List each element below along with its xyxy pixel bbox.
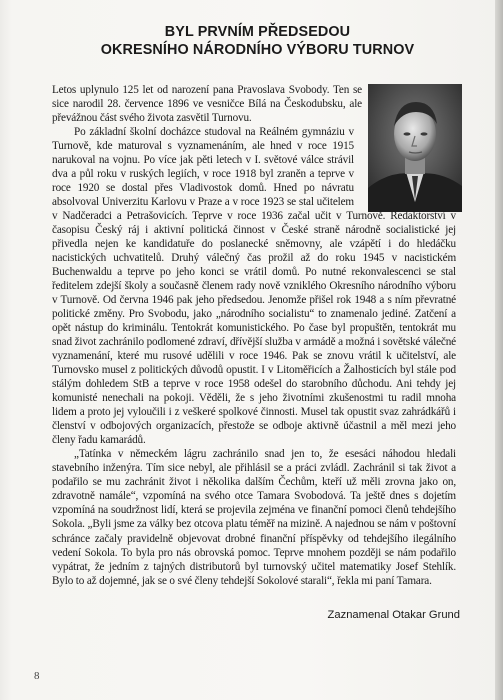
page-edge [495, 0, 503, 700]
title-line-2: OKRESNÍHO NÁRODNÍHO VÝBORU TURNOV [100, 41, 415, 58]
author-signature: Zaznamenal Otakar Grund [327, 609, 460, 621]
article-body [52, 83, 456, 588]
title-line-1: BYL PRVNÍM PŘEDSEDOU [164, 24, 351, 40]
paragraph-intro: Letos uplynulo 125 let od narození pana Pravoslava Svobody. Ten se sice narodil 28. července 1896 ve vesničce Bílá na Českodubsku, ale převážnou část svého života zasvětil Turnovu. [52, 84, 362, 125]
photo-wrap-spacer [362, 125, 456, 197]
page-number: 8 [34, 670, 40, 682]
paragraph-biography: Po základní školní docházce studoval na Reálném gymnáziu v Turnově, kde maturoval s vyznamenáním, ale hned v roce 1915 narukoval na vojnu. Po více jak pěti letech v I. světové válce strávil dva a půl roku v ruských legiích, v roce 1918 byl zraněn a teprve v roce 1920 se dostal přes Vladivostok domů. Hned po návratu absolvoval Univerzitu Karlovu v Praze a v roce 1923 se stal učitelem v Nadčeradci a Petrašovicích. Teprve v roce 1936 začal učit v Turnově. Redaktorství v časopisu Český ráj i aktivní politická činnost v České straně národně socialistické jej přivedla nejen ke kandidatuře do poslanecké sněmovny, ale vzápětí i do hledáčku nacistických uchvatitelů. Druhý válečný čas prožil až do roku 1945 v nacistickém Buchenwaldu a teprve po jeho konci se vrátil domů. Po nutné rekonvalescenci se stal ředitelem zdejší školy a současně členem rady nově vzniklého Okresního národního výboru v Turnově. Od června 1946 pak jeho předsedou. Jenomže přišel rok 1948 a s ním převratné politické změny. Pro Svobodu, jako „národního socialistu“ to znamenalo jediné. Zatčení a opět nástup do kriminálu. Tentokrát komunistického. Po čase byl propuštěn, tentokrát mu snad život zachránilo podlomené zdraví, dřívější služba v armádě a možná i sovětské válečné vyznamenání, které mu rusové udělili v roce 1946. Pak se znovu vrátil k učitelství, ale Turnovsko musel z politických důvodů opustit. I v Litoměřicích a Žalhosticích byl stále pod stálým dohledem StB a teprve v roce 1958 odešel do starobního důchodu. Ani tehdy jej komunisté nenechali na pokoji. Věděli, že s jeho životními zkušenostmi tu radil mnoha lidem a proto jej vyloučili i z veškeré spolkové činnosti. Musel tak opustit svaz zahrádkářů i členství v odbojových organizacích, přestože se odboje aktivně účastnil a měl mezi jeho členy řadu kamarádů. [52, 126, 456, 447]
paragraph-memories: „Tatínka v německém lágru zachránilo snad jen to, že esesáci náhodou hledali stavebního inženýra. Tím sice nebyl, ale přihlásil se a práci zvládl. Zachránil si tak život a podařilo se mu zachránit život i několika dalším Čechům, kteří už měli zrovna jako on, zdravotně namále“, vzpomíná na svého otce Tamara Svobodová. Ta ještě dnes s dojetím vzpomíná na soudržnost lidí, která se projevila zejména ve finanční pomoci členů tehdejšího Sokola. „Byli jsme za války bez otcova platu téměř na mizině. A najednou se nám v poštovní schránce začaly pravidelně objevovat drobné finanční příspěvky od tehdejšího ilegálního vedení Sokola. To byla pro nás obrovská pomoc. Teprve mnohem později se nám podařilo vypátrat, že jedním z tajných distributorů byl turnovský učitel matematiky Josef Stehlík. Bylo to až dojemné, jak se o své členy tehdejší Sokolové starali“, řekla mi paní Tamara. [52, 448, 456, 587]
article-title [60, 24, 455, 59]
